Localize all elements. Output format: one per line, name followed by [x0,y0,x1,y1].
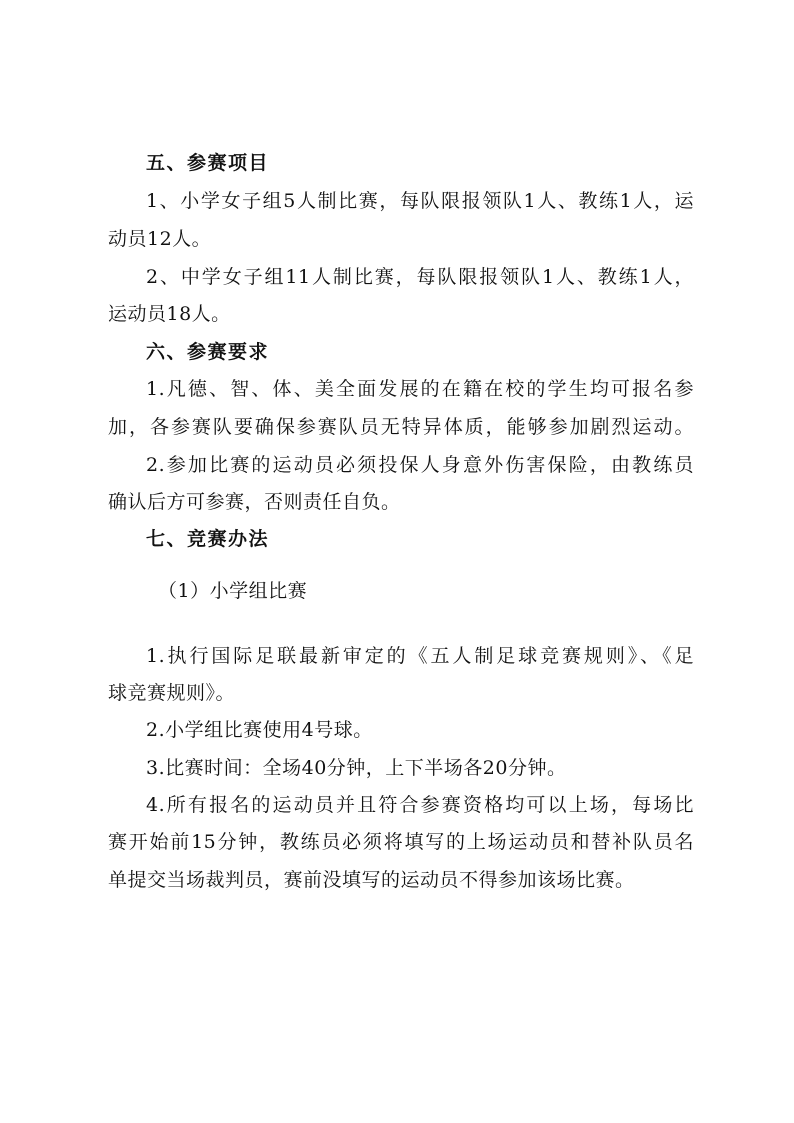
section-7-item-4-line-3: 单提交当场裁判员，赛前没填写的运动员不得参加该场比赛。 [108,869,635,891]
section-6-item-2-line-2: 确认后方可参赛，否则责任自负。 [108,491,401,513]
section-7-item-3: 3.比赛时间：全场40分钟，上下半场各20分钟。 [146,757,567,779]
section-6-item-2-line-1: 2.参加比赛的运动员必须投保人身意外伤害保险，由教练员 [146,454,694,476]
section-5-item-1-line-2: 动员12人。 [108,228,212,250]
section-7-item-2: 2.小学组比赛使用4号球。 [146,719,373,741]
section-6-heading: 六、参赛要求 [146,341,270,363]
section-7-item-4-line-2: 赛开始前15分钟，教练员必须将填写的上场运动员和替补队员名 [108,831,694,853]
section-5-item-1-line-1: 1、小学女子组5人制比赛，每队限报领队1人、教练1人，运 [146,190,694,212]
section-7-heading: 七、竞赛办法 [146,528,270,550]
section-5-heading: 五、参赛项目 [146,152,270,174]
section-5-item-2-line-1: 2、中学女子组11人制比赛，每队限报领队1人、教练1人， [146,266,694,288]
section-6-item-1-line-1: 1.凡德、智、体、美全面发展的在籍在校的学生均可报名参 [146,378,694,400]
section-7-item-1-line-2: 球竞赛规则》。 [108,682,236,704]
section-5-item-2-line-2: 运动员18人。 [108,303,231,325]
section-7-item-4-line-1: 4.所有报名的运动员并且符合参赛资格均可以上场，每场比 [146,794,694,816]
section-6-item-1-line-2: 加，各参赛队要确保参赛队员无特异体质，能够参加剧烈运动。 [108,416,694,438]
section-7-item-1-line-1: 1.执行国际足联最新审定的《五人制足球竞赛规则》、《足 [146,645,694,667]
section-7-subheading: （1）小学组比赛 [158,580,308,602]
